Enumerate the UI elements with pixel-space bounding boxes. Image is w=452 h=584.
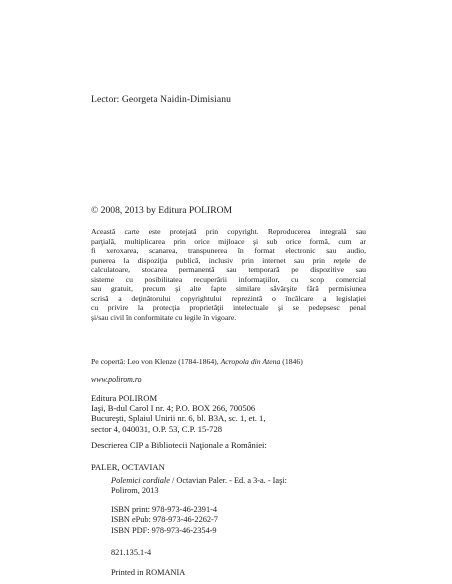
cip-entry <box>111 476 287 496</box>
legal-line: fi xeroxarea, scanarea, transpunerea în format electronic sau audio, <box>91 246 366 256</box>
publisher-website: www.polirom.ro <box>91 375 142 384</box>
lector-credit: Lector: Georgeta Naidin-Dimisianu <box>91 94 232 105</box>
legal-line: Această carte este protejată prin copyright. Reproducerea integrală sau <box>91 227 366 236</box>
legal-line: scrisă a deţinătorului copyrightului reprezintă o încălcare a legislaţiei <box>91 293 366 303</box>
cover-artwork-title: Acropola din Atena <box>220 357 281 366</box>
isbn-print: ISBN print: 978-973-46-2391-4 <box>111 505 218 514</box>
address-line: Iaşi, B-dul Carol I nr. 4; P.O. BOX 266, 700506 <box>91 403 256 414</box>
cover-credit-suffix: (1846) <box>280 357 303 366</box>
legal-line: sau gratuit, precum şi alte fapte similare săvârşite fără permisiunea <box>91 284 366 294</box>
udc-code: 821.135.1-4 <box>111 548 152 557</box>
legal-line: parţială, multiplicarea prin orice mijloace şi sub orice formă, cum ar <box>91 236 366 246</box>
publisher-address <box>91 393 266 434</box>
address-line: Bucureşti, Splaiul Unirii nr. 6, bl. B3A, sc. 1, et. 1, <box>91 413 266 424</box>
isbn-epub: ISBN ePub: 978-973-46-2262-7 <box>111 515 218 525</box>
book-title: Polemici cordiale <box>111 476 170 485</box>
cip-author: PALER, OCTAVIAN <box>91 462 165 472</box>
legal-line: punerea la dispoziţia publică, inclusiv prin internet sau prin reţele de <box>91 255 366 265</box>
cip-entry-line: Polirom, 2013 <box>111 486 159 496</box>
isbn-list <box>111 505 218 536</box>
cip-entry-line <box>111 476 287 486</box>
legal-line: calculatoare, stocarea permanentă sau temporară pe dispozitive sau <box>91 265 366 275</box>
cover-credit-prefix: Pe copertă: Leo von Klenze (1784-1864), <box>91 357 221 366</box>
publisher-name: Editura POLIROM <box>91 393 158 403</box>
isbn-pdf: ISBN PDF: 978-973-46-2354-9 <box>111 525 217 535</box>
copyright-notice: © 2008, 2013 by Editura POLIROM <box>91 205 233 216</box>
address-line: sector 4, 040031, O.P. 53, C.P. 15-728 <box>91 423 223 434</box>
cip-heading: Descrierea CIP a Bibliotecii Naţionale a României: <box>91 440 267 450</box>
cip-entry-rest: / Octavian Paler. - Ed. a 3-a. - Iaşi: <box>169 476 287 485</box>
printed-in: Printed in ROMANIA <box>111 568 186 577</box>
legal-notice <box>91 227 366 322</box>
legal-line: sisteme cu posibilitatea recuperării informaţiilor, cu scop comercial <box>91 274 366 284</box>
legal-line: şi/sau civil în conformitate cu legile în vigoare. <box>91 312 237 322</box>
legal-line: cu privire la protecţia proprietăţii intelectuale şi se pedepsesc penal <box>91 303 366 313</box>
cover-credit <box>91 357 303 366</box>
